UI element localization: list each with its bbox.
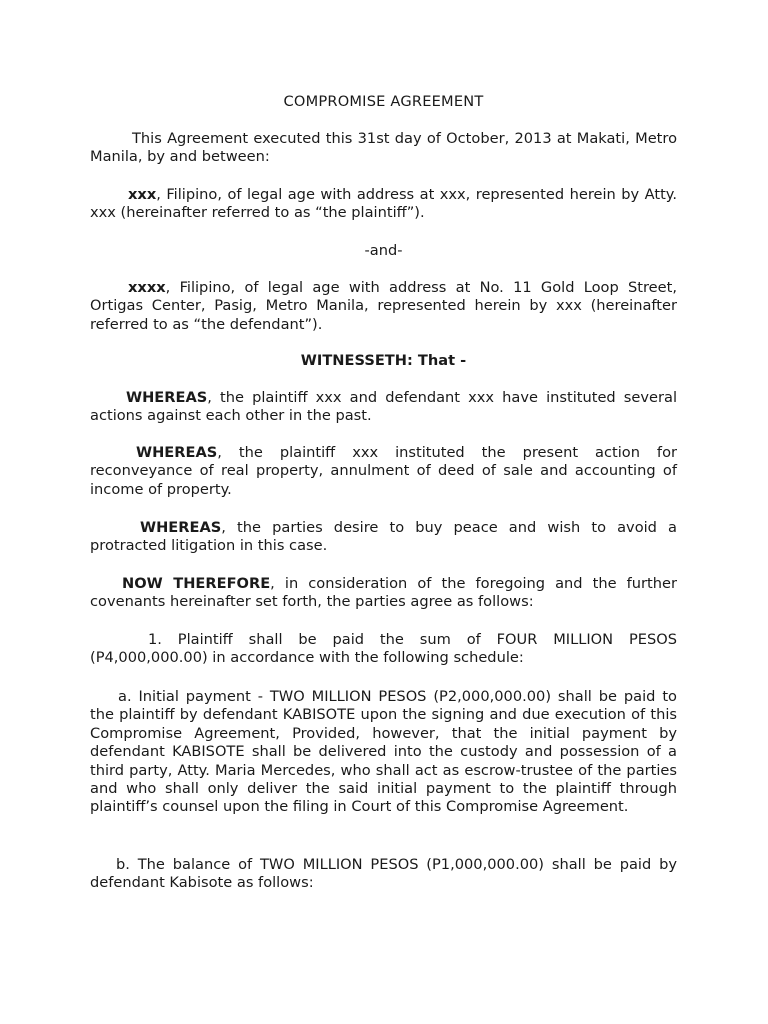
item-1-paragraph: 1. Plaintiff shall be paid the sum of FOUR MILLION PESOS (P4,000,000.00) in accordance with the following schedule:: [90, 631, 677, 667]
whereas-keyword-2: WHEREAS: [136, 444, 218, 461]
whereas-text-3: , the parties desire to buy peace and wish to avoid a protracted litigation in this case.: [90, 519, 677, 555]
party2-text: , Filipino, of legal age with address at No. 11 Gold Loop Street, Ortigas Center, Pasig, Metro Manila, represented herein by xxx (hereinafter referred to as “the defendant”).: [90, 279, 677, 333]
party1-text: , Filipino, of legal age with address at xxx, represented herein by Atty. xxx (hereinafter referred to as “the plaintiff”).: [90, 186, 677, 222]
intro-paragraph: This Agreement executed this 31st day of October, 2013 at Makati, Metro Manila, by and between:: [90, 130, 677, 166]
now-therefore-paragraph: [90, 575, 677, 612]
whereas-paragraph-2: [90, 444, 677, 499]
witnesseth-text: WITNESSETH: That -: [300, 352, 467, 369]
party1-paragraph: [90, 186, 677, 223]
and-separator: -and-: [364, 242, 403, 259]
party1-name: xxx: [128, 186, 157, 203]
whereas-keyword-1: WHEREAS: [126, 389, 208, 406]
document-page: [90, 0, 677, 1024]
document-title: COMPROMISE AGREEMENT: [283, 93, 484, 110]
item-b-paragraph: b. The balance of TWO MILLION PESOS (P1,000,000.00) shall be paid by defendant Kabisote as follows:: [90, 856, 677, 892]
party2-name: xxxx: [128, 279, 166, 296]
whereas-text-1: , the plaintiff xxx and defendant xxx have instituted several actions against each other in the past.: [90, 389, 677, 425]
now-therefore-keyword: NOW THEREFORE: [122, 575, 271, 592]
now-therefore-text: , in consideration of the foregoing and the further covenants hereinafter set forth, the parties agree as follows:: [90, 575, 677, 611]
witnesseth-heading: [90, 352, 677, 370]
whereas-paragraph-1: [90, 389, 677, 426]
party2-paragraph: [90, 279, 677, 334]
item-a-paragraph: a. Initial payment - TWO MILLION PESOS (P2,000,000.00) shall be paid to the plaintiff by defendant KABISOTE upon the signing and due execution of this Compromise Agreement, Provided, however, that the initial payment by defendant KABISOTE shall be delivered into the custody and possession of a third party, Atty. Maria Mercedes, who shall act as escrow-trustee of the parties and who shall only deliver the said initial payment to the plaintiff through plaintiff’s counsel upon the filing in Court of this Compromise Agreement.: [90, 688, 677, 816]
whereas-text-2: , the plaintiff xxx instituted the present action for reconveyance of real property, annulment of deed of sale and accounting of income of property.: [90, 444, 677, 498]
whereas-paragraph-3: [90, 519, 677, 556]
whereas-keyword-3: WHEREAS: [140, 519, 222, 536]
